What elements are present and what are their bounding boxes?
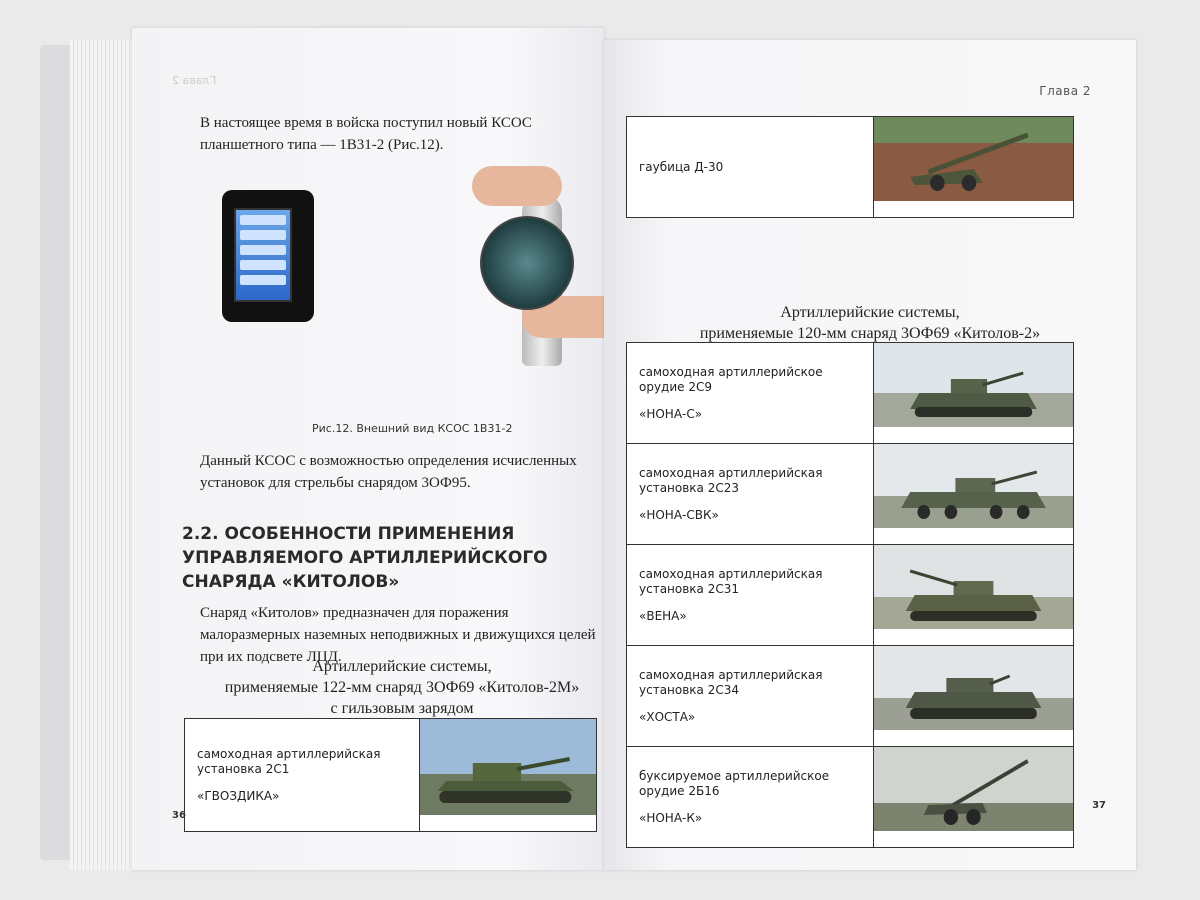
equipment-name: самоходная артиллерийская установка 2С34 bbox=[639, 667, 823, 697]
table-row bbox=[627, 646, 1074, 747]
equipment-code: «ХОСТА» bbox=[639, 709, 696, 724]
equipment-name: самоходная артиллерийская установка 2С1 bbox=[197, 746, 381, 776]
equipment-code: «НОНА-С» bbox=[639, 406, 703, 421]
top-equipment-table bbox=[626, 116, 1074, 218]
equipment-code: «НОНА-СВК» bbox=[639, 507, 719, 522]
equipment-name: самоходная артиллерийская установка 2С31 bbox=[639, 566, 823, 596]
equipment-name: гаубица Д-30 bbox=[639, 159, 724, 174]
left-table-title bbox=[182, 656, 622, 719]
right-page bbox=[604, 40, 1136, 870]
vehicle-photo bbox=[420, 719, 596, 831]
section-title: 2.2. ОСОБЕННОСТИ ПРИМЕНЕНИЯ УПРАВЛЯЕМОГО АРТИЛЛЕРИЙСКОГО СНАРЯДА «КИТОЛОВ» bbox=[182, 524, 548, 592]
tablet-device-image bbox=[222, 190, 314, 322]
left-page bbox=[132, 28, 604, 870]
equipment-name: буксируемое артиллерийское орудие 2Б16 bbox=[639, 768, 830, 798]
paragraph-3: Снаряд «Китолов» предназначен для поражения малоразмерных наземных неподвижных и движущихся целей при их подсвете ЛЦД. bbox=[200, 605, 596, 665]
table-row bbox=[627, 343, 1074, 444]
howitzer-photo bbox=[874, 117, 1073, 217]
equipment-name: самоходная артиллерийское орудие 2С9 bbox=[639, 364, 823, 394]
vehicle-photo bbox=[874, 343, 1073, 443]
connector-zoom-image bbox=[480, 216, 574, 310]
table-row bbox=[627, 545, 1074, 646]
table-row bbox=[627, 117, 1074, 218]
right-table-title-line2: применяемые 120-мм снаряд 3ОФ69 «Китолов-2» bbox=[699, 325, 1041, 342]
table-row bbox=[627, 444, 1074, 545]
vehicle-photo bbox=[874, 444, 1073, 544]
equipment-code: «ГВОЗДИКА» bbox=[197, 788, 280, 803]
table-row bbox=[185, 719, 597, 832]
left-table-title-line1: Артиллерийские системы, bbox=[312, 658, 492, 675]
figure-ksos bbox=[222, 156, 572, 391]
vehicle-photo bbox=[874, 747, 1073, 847]
vehicle-photo bbox=[874, 545, 1073, 645]
vehicle-photo bbox=[874, 646, 1073, 746]
chapter-header: Глава 2 bbox=[1039, 84, 1091, 98]
show-through-header: Глава 2 bbox=[172, 74, 217, 87]
figure-caption: Рис.12. Внешний вид КСОС 1В31-2 bbox=[312, 422, 513, 435]
equipment-name: самоходная артиллерийская установка 2С23 bbox=[639, 465, 823, 495]
equipment-code: «НОНА-К» bbox=[639, 810, 703, 825]
left-table-title-line2: применяемые 122-мм снаряд 3ОФ69 «Китолов-2М» bbox=[224, 679, 580, 696]
page-number: 37 bbox=[1092, 800, 1106, 811]
equipment-code: «ВЕНА» bbox=[639, 608, 687, 623]
page-number: 36 bbox=[172, 810, 186, 821]
left-equipment-table bbox=[184, 718, 597, 832]
right-table-title-line1: Артиллерийские системы, bbox=[780, 304, 960, 321]
intro-paragraph: В настоящее время в войска поступил новый КСОС планшетного типа — 1В31-2 (Рис.12). bbox=[200, 115, 532, 153]
paragraph-2: Данный КСОС с возможностью определения исчисленных установок для стрельбы снарядом 3ОФ95. bbox=[200, 453, 577, 491]
table-row bbox=[627, 747, 1074, 848]
left-table-title-line3: с гильзовым зарядом bbox=[330, 700, 474, 717]
right-equipment-table bbox=[626, 342, 1074, 848]
